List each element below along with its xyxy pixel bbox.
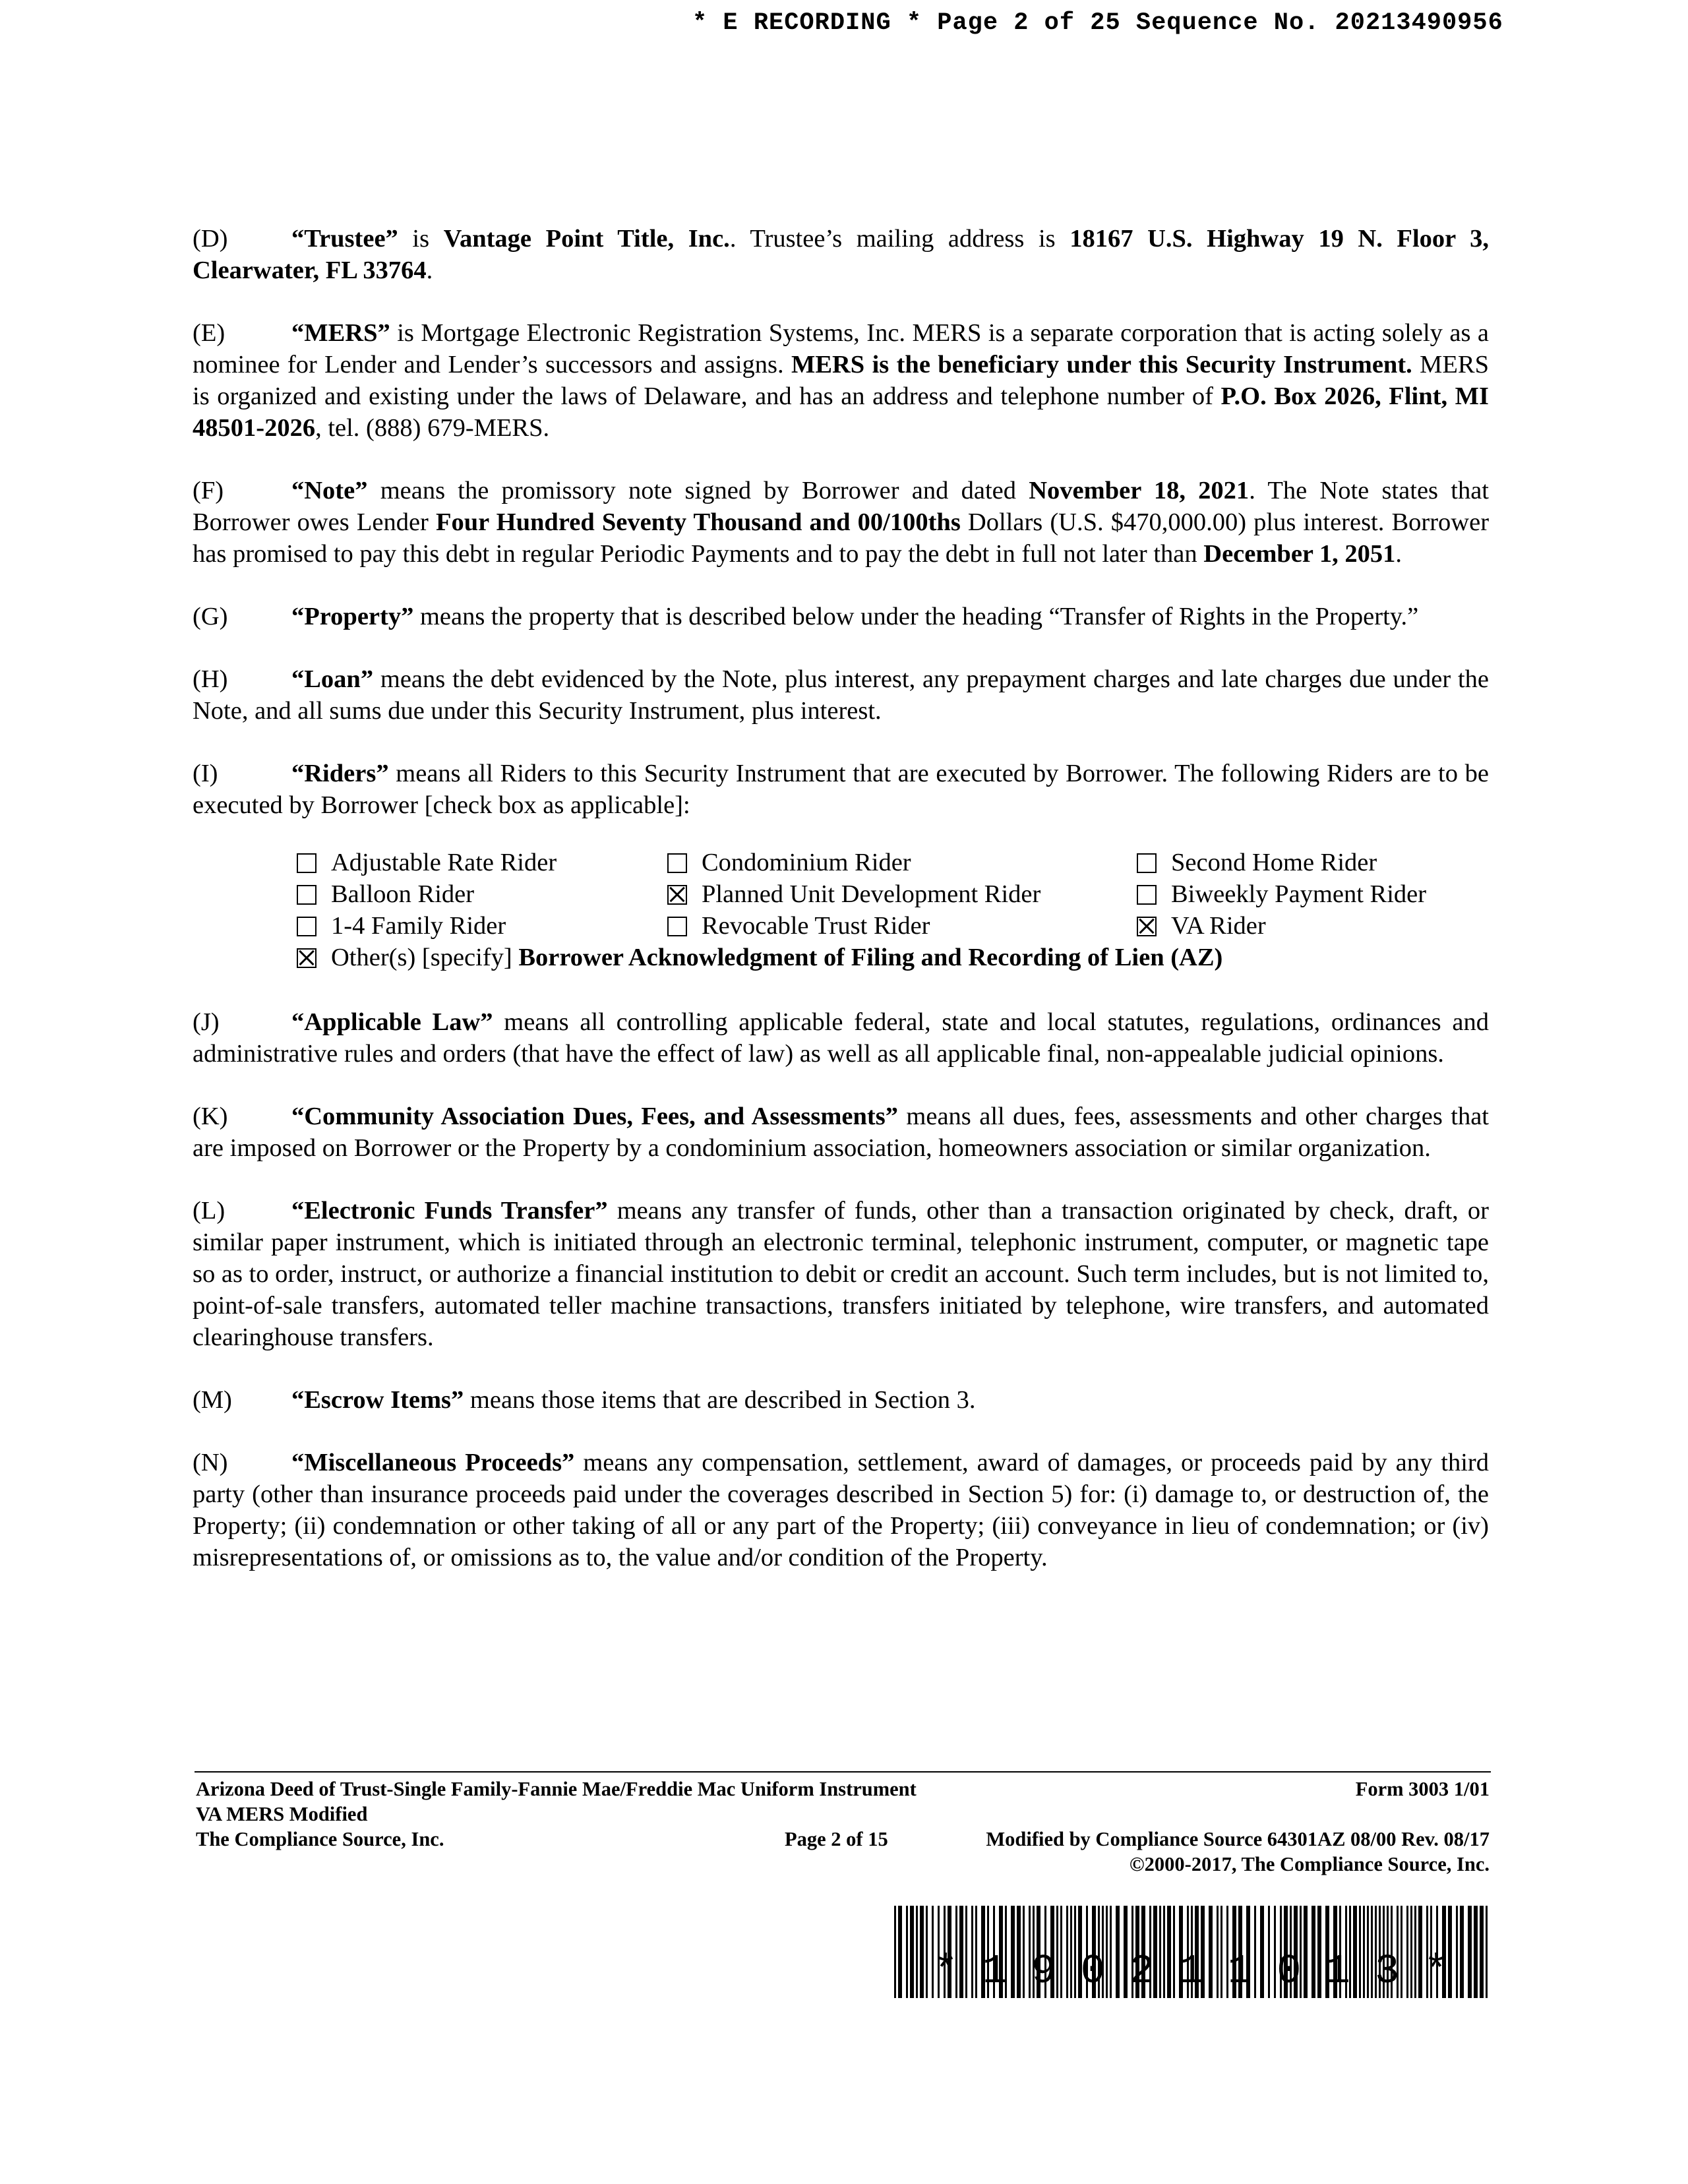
rider-label: 1-4 Family Rider [331, 912, 506, 940]
other-riders-label: Other(s) [specify] [331, 944, 519, 971]
bold-text: Vantage Point Title, Inc. [443, 225, 730, 253]
form-copyright: ©2000-2017, The Compliance Source, Inc. [1129, 1853, 1490, 1875]
bold-text: “Electronic Funds Transfer” [291, 1197, 608, 1225]
rider-row [193, 910, 1489, 942]
paragraph-label: (M) [193, 1386, 232, 1414]
definition-paragraph [193, 475, 1489, 570]
text: means the property that is described below under the heading “Transfer of Rights in the Property.” [413, 603, 1419, 630]
text: means the promissory note signed by Borrower and dated [367, 477, 1029, 504]
rider-option[interactable] [667, 847, 911, 878]
footer-divider [195, 1771, 1491, 1773]
definitions-part-1 [193, 223, 1489, 821]
text: means any transfer of funds, other than a transaction originated by check, draft, or similar paper instrument, which is initiated through an electronic terminal, telephonic instrument, computer, or magnetic tape so as to order, instruct, or authorize a financial institution to debit or credit an account. Such term includes, but is not limited to, point-of-sale transfers, automated teller machine transactions, transfers initiated by telephone, wire transfers, and automated clearinghouse transfers. [193, 1197, 1489, 1351]
rider-label: Biweekly Payment Rider [1171, 880, 1427, 908]
bold-text: “Property” [291, 603, 414, 630]
definition-paragraph [193, 1447, 1489, 1573]
text: . [426, 257, 433, 284]
definition-paragraph [193, 1195, 1489, 1353]
bold-text: “Note” [291, 477, 368, 504]
form-page-number: Page 2 of 15 [785, 1828, 888, 1850]
definition-paragraph [193, 1101, 1489, 1164]
definition-paragraph [193, 663, 1489, 727]
rider-row [193, 847, 1489, 878]
checkbox[interactable] [667, 853, 687, 873]
checkbox[interactable] [667, 917, 687, 936]
paragraph-label: (K) [193, 1103, 228, 1130]
rider-label: Second Home Rider [1171, 849, 1377, 876]
paragraph-label: (N) [193, 1449, 228, 1476]
rider-label: Revocable Trust Rider [702, 912, 930, 940]
form-number: Form 3003 1/01 [1355, 1778, 1490, 1800]
riders-checklist [193, 847, 1489, 973]
rider-option[interactable] [1137, 878, 1426, 910]
rider-option[interactable] [667, 910, 930, 942]
rider-row-other [193, 942, 1489, 973]
definition-paragraph [193, 1006, 1489, 1070]
recording-header: * E RECORDING * Page 2 of 25 Sequence No. 20213490956 [692, 9, 1503, 37]
bold-text: “Trustee” [291, 225, 398, 253]
checkbox[interactable] [1137, 853, 1157, 873]
definition-paragraph [193, 223, 1489, 286]
rider-label: VA Rider [1171, 912, 1266, 940]
bold-text: P.O. Box 2026, Flint, MI 48501-2026 [193, 382, 1489, 442]
text: Dollars (U.S. $470,000.00) plus interest. Borrower has promised to pay this debt in regular Periodic Payments and to pay the debt in full not later than [193, 508, 1490, 568]
bold-text: Four Hundred Seventy Thousand and 00/100ths [435, 508, 961, 536]
bold-text: “Escrow Items” [291, 1386, 464, 1414]
rider-label: Planned Unit Development Rider [702, 880, 1041, 908]
checkbox[interactable] [297, 853, 316, 873]
text: means any compensation, settlement, award of damages, or proceeds paid by any third party (other than insurance proceeds paid under the coverages described in Section 5) for: (i) damage to, or destruction of, the Property; (ii) condemnation or other taking of all or any part of the Property; (iii) conveyance in lieu of condemnation; or (iv) misrepresentations of, or omissions as to, the value and/or condition of the Property. [193, 1449, 1489, 1571]
definition-paragraph [193, 758, 1489, 821]
checkbox[interactable] [1137, 885, 1157, 905]
bold-text: “Loan” [291, 665, 374, 693]
rider-row [193, 878, 1489, 910]
bold-text: MERS is the beneficiary under this Security Instrument. [791, 351, 1412, 379]
checked-checkbox[interactable] [667, 885, 687, 905]
definition-paragraph [193, 1384, 1489, 1416]
definition-paragraph [193, 317, 1489, 444]
bold-text: “MERS” [291, 319, 390, 347]
form-title: Arizona Deed of Trust-Single Family-Fannie Mae/Freddie Mac Uniform Instrument [196, 1778, 917, 1800]
paragraph-label: (I) [193, 760, 218, 787]
text: , tel. (888) 679-MERS. [315, 414, 550, 442]
form-modified-note: Modified by Compliance Source 64301AZ 08/00 Rev. 08/17 [986, 1828, 1490, 1850]
text: means all Riders to this Security Instrument that are executed by Borrower. The following Riders are to be executed by Borrower [check box as applicable]: [193, 760, 1489, 819]
bold-text: November 18, 2021 [1029, 477, 1250, 504]
bold-text: “Applicable Law” [291, 1008, 493, 1036]
rider-option[interactable] [1137, 847, 1377, 878]
text: . Trustee’s mailing address is [729, 225, 1070, 253]
text: means all controlling applicable federal, state and local statutes, regulations, ordinances and administrative rules and orders (that have the effect of law) as well as all applicable final, non-appealable judicial opinions. [193, 1008, 1489, 1068]
paragraph-label: (H) [193, 665, 228, 693]
text: is [398, 225, 444, 253]
text: means the debt evidenced by the Note, plus interest, any prepayment charges and late charges due under the Note, and all sums due under this Security Instrument, plus interest. [193, 665, 1489, 725]
rider-label: Balloon Rider [331, 880, 475, 908]
rider-option[interactable] [297, 878, 474, 910]
bold-text: “Miscellaneous Proceeds” [291, 1449, 575, 1476]
bold-text: December 1, 2051 [1203, 540, 1396, 568]
bold-text: “Community Association Dues, Fees, and Assessments” [291, 1103, 898, 1130]
rider-option[interactable] [667, 878, 1040, 910]
form-company: The Compliance Source, Inc. [196, 1828, 444, 1850]
text: . [1395, 540, 1402, 568]
document-body [193, 223, 1489, 1604]
form-variant: VA MERS Modified [196, 1803, 368, 1825]
checkbox[interactable] [297, 917, 316, 936]
definition-paragraph [193, 601, 1489, 632]
text: . The Note states that Borrower owes Lender [193, 477, 1490, 536]
paragraph-label: (L) [193, 1197, 226, 1225]
paragraph-label: (E) [193, 319, 226, 347]
paragraph-label: (D) [193, 225, 228, 253]
definitions-part-2 [193, 1006, 1489, 1573]
text: means those items that are described in Section 3. [464, 1386, 976, 1414]
checked-checkbox[interactable] [1137, 917, 1157, 936]
paragraph-label: (G) [193, 603, 228, 630]
bold-text: 18167 U.S. Highway 19 N. Floor 3, Clearwater, FL 33764 [193, 225, 1490, 284]
paragraph-label: (F) [193, 477, 224, 504]
rider-option[interactable] [297, 847, 557, 878]
paragraph-label: (J) [193, 1008, 220, 1036]
checkbox[interactable] [297, 885, 316, 905]
form-footer [196, 1776, 1490, 1877]
rider-label: Condominium Rider [702, 849, 911, 876]
text: means all dues, fees, assessments and other charges that are imposed on Borrower or the Property by a condominium association, homeowners association or similar organization. [193, 1103, 1489, 1162]
rider-option[interactable] [1137, 910, 1266, 942]
text: is Mortgage Electronic Registration Systems, Inc. MERS is a separate corporation that is acting solely as a nominee for Lender and Lender’s successors and assigns. [193, 319, 1489, 379]
rider-option[interactable] [297, 910, 506, 942]
other-riders-value: Borrower Acknowledgment of Filing and Recording of Lien (AZ) [518, 944, 1223, 971]
rider-option-other[interactable] [297, 942, 1222, 973]
rider-label: Adjustable Rate Rider [331, 849, 557, 876]
bold-text: “Riders” [291, 760, 389, 787]
checked-checkbox[interactable] [297, 948, 316, 968]
barcode-number: * 1 9 0 2 1 1 0 1 3 * [933, 1948, 1449, 1995]
text: MERS is organized and existing under the laws of Delaware, and has an address and telephone number of [193, 351, 1489, 410]
